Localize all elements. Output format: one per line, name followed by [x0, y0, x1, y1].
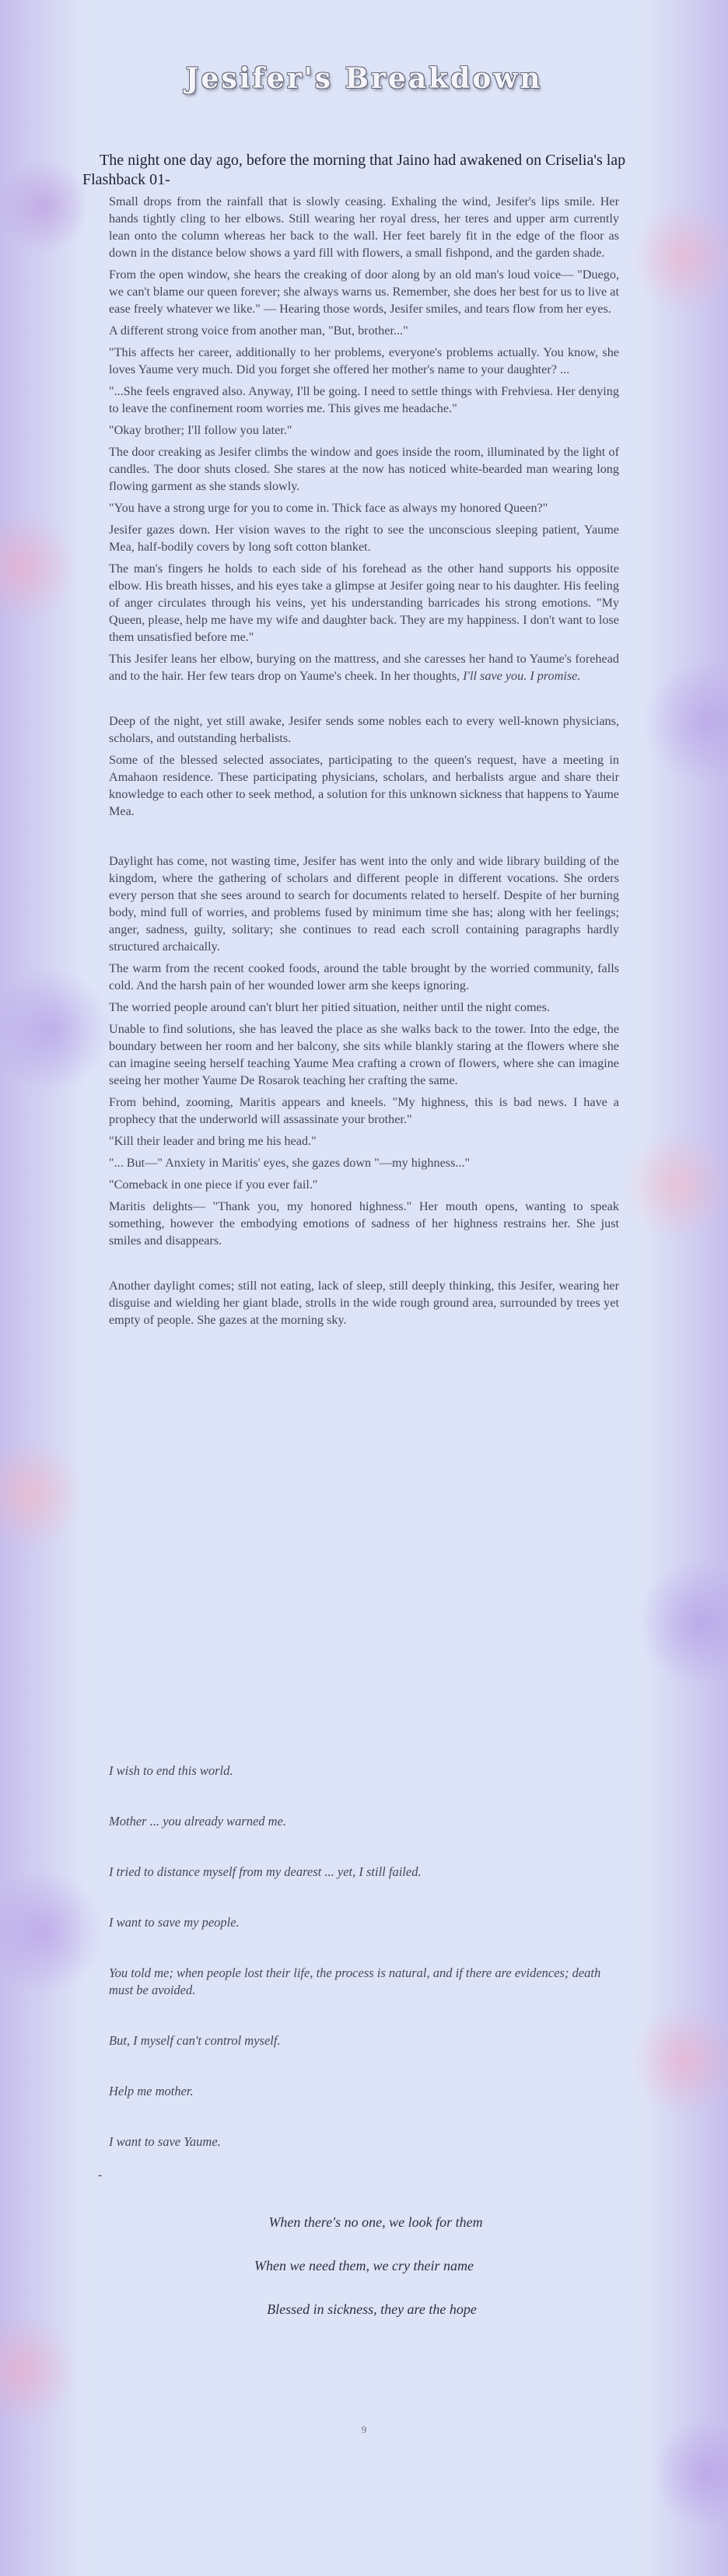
verse-line: When we need them, we cry their name — [254, 2258, 474, 2273]
monologue-line: But, I myself can't control myself. — [109, 2033, 281, 2048]
paragraph: "You have a strong urge for you to come in. Thick face as always my honored Queen?" — [109, 501, 548, 515]
paragraph: "Okay brother; I'll follow you later." — [109, 423, 292, 437]
paragraph: Small drops from the rainfall that is slowly ceasing. Exhaling the wind, Jesifer's lips smile. Her hands tightly cling to her elbows. Still wearing her royal dress, her teres and upper arm currently lean onto the column whereas her back to the wall. Her feet barely fit in the edge of the floor as down in the distance below shows a yard fill with flowers, a small fishpond, and the garden shade. — [109, 194, 619, 260]
monologue-line: Help me mother. — [109, 2084, 194, 2098]
verse-line: Blessed in sickness, they are the hope — [267, 2301, 477, 2317]
section-dash: - — [98, 2168, 103, 2182]
paragraph: Maritis delights— "Thank you, my honored highness." Her mouth opens, wanting to speak something, however the embodying emotions of sadness of her highness restrains her. She just smiles and disappears. — [109, 1199, 619, 1248]
paragraph: "...She feels engraved also. Anyway, I'll be going. I need to settle things with Frehviesa. Her denying to leave the confinement room worries me. This gives me headache." — [109, 384, 619, 415]
paragraph: Daylight has come, not wasting time, Jesifer has went into the only and wide library building of the kingdom, where the gathering of scholars and different people in different vocations. She orders every person that she sees around to search for documents related to herself. Despite of her burning body, mind full of worries, and problems fused by minimum time she has; along with her feelings; anger, sadness, guilty, solitary; she continues to read each scroll containing paragraphs hardly structured archaically. — [109, 854, 619, 954]
paragraph-with-thought — [109, 650, 619, 684]
paragraph: The man's fingers he holds to each side of his forehead as the other hand supports his opposite elbow. His breath hisses, and his eyes take a glimpse at Jesifer going near to his daughter. His feeling of anger circulates through his veins, yet his understanding barricades his strong emotions. "My Queen, please, help me have my wife and daughter back. They are my happiness. I don't want to lose them unsatisfied before me." — [109, 562, 619, 644]
verse-line: When there's no one, we look for them — [268, 2214, 483, 2230]
page-title: Jesifer's Breakdown — [185, 62, 543, 95]
chapter-heading: The night one day ago, before the morning that Jaino had awakened on Criselia's lap Flashback 01- — [82, 152, 626, 188]
monologue-line: I want to save my people. — [109, 1915, 240, 1930]
monologue-line: I wish to end this world. — [109, 1763, 233, 1778]
monologue-line: I tried to distance myself from my dearest ... yet, I still failed. — [109, 1864, 422, 1879]
paragraph: The warm from the recent cooked foods, around the table brought by the worried community, falls cold. And the harsh pain of her wounded lower arm she keeps ignoring. — [109, 961, 619, 992]
paragraph: "Kill their leader and bring me his head." — [109, 1134, 317, 1148]
paragraph: Jesifer gazes down. Her vision waves to the right to see the unconscious sleeping patient, Yaume Mea, half-bodily covers by long soft cotton blanket. — [109, 523, 619, 554]
monologue-line: I want to save Yaume. — [109, 2134, 221, 2149]
paragraph: "... But—" Anxiety in Maritis' eyes, she gazes down "—my highness..." — [109, 1156, 471, 1170]
paragraph: Another daylight comes; still not eating, lack of sleep, still deeply thinking, this Jesifer, wearing her disguise and wielding her giant blade, strolls in the wide rough ground area, surrounded by trees yet empty of people. She gazes at the morning sky. — [109, 1279, 619, 1327]
monologue — [109, 1762, 619, 2184]
thought-text: I'll save you. I promise. — [463, 669, 581, 683]
paragraph: "Comeback in one piece if you ever fail." — [109, 1178, 318, 1192]
paragraph: Some of the blessed selected associates, participating to the queen's request, have a meeting in Amahaon residence. These participating physicians, scholars, and herbalists argue and share their knowledge to each other to seek method, a solution for this unknown sickness that happens to Yaume Mea. — [109, 753, 619, 818]
paragraph: From the open window, she hears the creaking of door along by an old man's loud voice— "Duego, we can't blame our queen forever; she always warns us. Remember, she does her best for us to live at ease freely whatever we like." — Hearing those words, Jesifer smiles, and tears flow from her eyes. — [109, 268, 619, 316]
paragraph-text: This Jesifer leans her elbow, burying on the mattress, and she caresses her hand to Yaume's forehead and to the hair. Her few tears drop on Yaume's cheek. In her thoughts, — [109, 652, 619, 683]
story-body — [109, 193, 619, 1333]
paragraph: From behind, zooming, Maritis appears and kneels. "My highness, this is bad news. I have a prophecy that the underworld will assassinate your brother." — [109, 1095, 619, 1126]
paragraph: Unable to find solutions, she has leaved the place as she walks back to the tower. Into the edge, the boundary between her room and her balcony, she sits while blankly staring at the flowers where she can imagine seeing herself teaching Yaume Mea crafting a crown of flowers, where she can imagine seeing her mother Yaume De Rosarok teaching her crafting the same. — [109, 1022, 619, 1087]
monologue-line: Mother ... you already warned me. — [109, 1814, 287, 1829]
closing-verse — [0, 2214, 728, 2344]
monologue-line: You told me; when people lost their life, the process is natural, and if there are evidences; death must be avoided. — [109, 1965, 601, 1997]
paragraph: The door creaking as Jesifer climbs the window and goes inside the room, illuminated by the light of candles. The door shuts closed. She stares at the now has noticed white-bearded man wearing long flowing garment as she stands slowly. — [109, 445, 619, 493]
paragraph: The worried people around can't blurt her pitied situation, neither until the night comes. — [109, 1000, 551, 1014]
page-number: 9 — [361, 2424, 367, 2435]
paragraph: Deep of the night, yet still awake, Jesifer sends some nobles each to every well-known physicians, scholars, and outstanding herbalists. — [109, 714, 619, 745]
paragraph: A different strong voice from another man, "But, brother..." — [109, 324, 408, 338]
paragraph: "This affects her career, additionally to her problems, everyone's problems actually. You know, she loves Yaume very much. Did you forget she offered her mother's name to your daughter? ... — [109, 345, 619, 376]
